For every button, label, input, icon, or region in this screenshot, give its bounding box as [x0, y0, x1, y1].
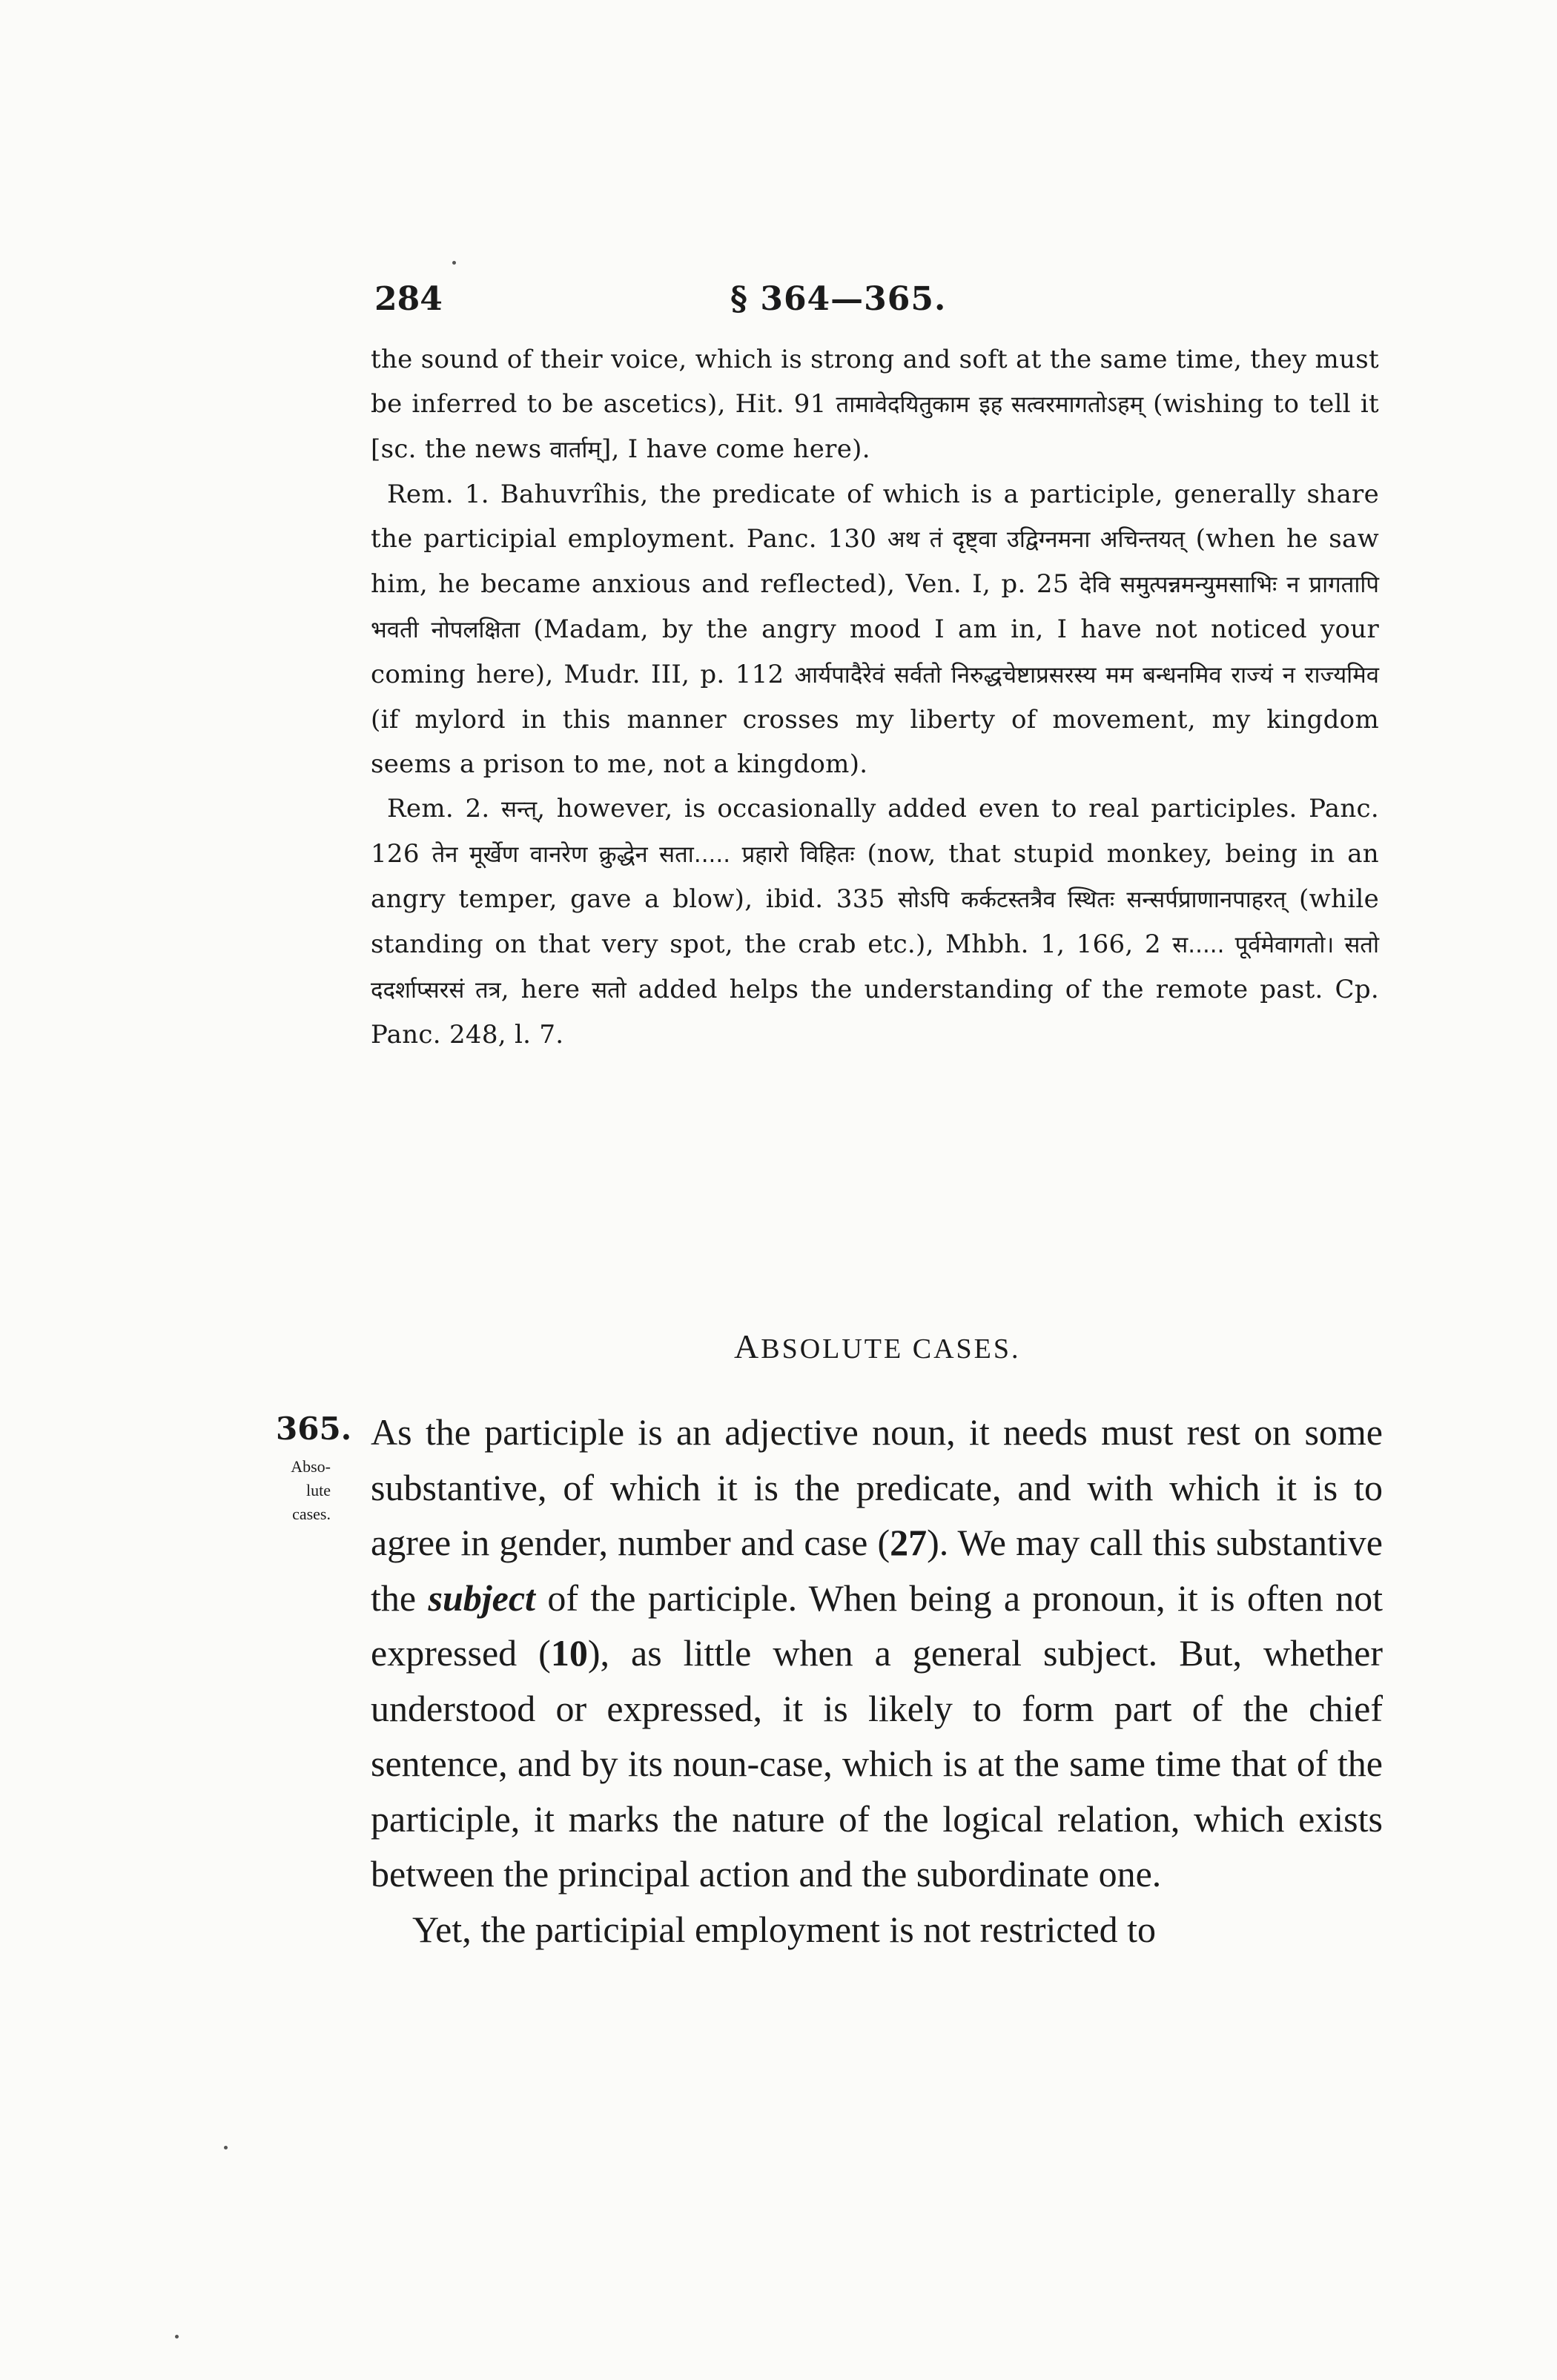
text-span: (now, that stupid monkey, being in an angry temper, gave a blow), ibid. 335	[371, 839, 1379, 914]
margin-note	[277, 1455, 331, 1526]
sanskrit-quote: सन्त्	[501, 796, 538, 823]
main-text-block	[371, 1405, 1383, 1957]
emphasized-term: subject	[428, 1577, 535, 1619]
page-number: 284	[374, 280, 443, 318]
section-heading	[734, 1327, 1021, 1366]
cross-reference: 10	[550, 1632, 588, 1674]
text-span	[970, 389, 979, 419]
sanskrit-quote: इह सत्वरमागतोऽहम्	[979, 391, 1144, 418]
text-span: (Madam, by the angry mood I am in, I have not noticed your coming here), Mudr. III, p. 112	[371, 614, 1380, 689]
sanskrit-quote: आर्यपादैरेवं सर्वतो निरुद्धचेष्टाप्रसरस्य मम बन्धनमिव राज्यं न राज्यमिव	[794, 662, 1379, 689]
small-print-block	[371, 337, 1379, 1057]
sanskrit-quote: स..... पूर्वमेवागतो। सतो ददर्शाप्सरसं तत्र	[371, 932, 1380, 1004]
section-range: § 364—365.	[730, 280, 947, 318]
section-number: 365.	[276, 1411, 352, 1447]
remark-1	[371, 472, 1379, 786]
text-span: , however, is occasionally added even to real participles. Panc. 126	[371, 794, 1379, 869]
paper-speck	[452, 261, 456, 265]
text-span: (while standing on that very spot, the crab etc.), Mhbh. 1, 166, 2	[371, 884, 1379, 959]
paper-speck	[224, 2146, 228, 2149]
margin-note-line: lute	[306, 1481, 331, 1499]
text-span: added helps the understanding of the remote past. Cp. Panc. 248, l. 7.	[371, 975, 1379, 1050]
heading-initial: A	[734, 1327, 761, 1365]
text-span: , here	[500, 975, 592, 1004]
sanskrit-quote: तामावेदयितुकाम	[836, 391, 970, 418]
text-span: ). We may call this substantive the	[371, 1522, 1383, 1619]
remark-label: Rem. 2.	[387, 794, 490, 823]
sanskrit-quote: सतो	[592, 977, 627, 1004]
remark-2	[371, 786, 1379, 1057]
heading-rest: BSOLUTE CASES.	[761, 1333, 1021, 1365]
sanskrit-quote: सोऽपि कर्कटस्तत्रैव स्थितः सन्सर्पप्राणानपाहरत्	[898, 886, 1286, 913]
margin-note-line: Abso-	[291, 1457, 331, 1476]
margin-note-line: cases.	[292, 1505, 331, 1523]
text-span: ), as little when a general subject. But, whether understood or expressed, it is likely to form part of the chief sentence, and by its noun-case, which is at the same time that of the participle, it marks the nature of the logical relation, which exists between the principal action and the subordinate one.	[371, 1632, 1384, 1895]
continuation-paragraph	[371, 337, 1379, 472]
section-paragraph	[371, 1405, 1383, 1902]
cross-reference: 27	[890, 1522, 928, 1563]
text-span: ], I have come here).	[601, 434, 870, 464]
text-span: (wishing to tell it [sc. the news	[371, 389, 1379, 464]
sanskrit-quote: तेन मूर्खेण वानरेण क्रुद्धेन सता..... प्रहारो विहितः	[432, 841, 855, 868]
remark-label: Rem. 1.	[387, 480, 489, 509]
text-span: As the participle is an adjective noun, it needs must rest on some substantive, of which it is the predicate, and with which it is to agree in gender, number and case (	[371, 1411, 1383, 1563]
text-span: the sound of their voice, which is strong and soft at the same time, they must be inferred to be ascetics), Hit. 91	[371, 345, 1379, 419]
running-header	[374, 280, 1383, 332]
text-span: (if mylord in this manner crosses my liberty of movement, my kingdom seems a prison to me, not a kingdom).	[371, 705, 1379, 779]
paper-speck	[175, 2335, 179, 2338]
text-span: (when he saw him, he became anxious and reflected), Ven. I, p. 25	[371, 524, 1379, 599]
section-paragraph: Yet, the participial employment is not restricted to	[412, 1908, 1157, 1950]
text-span: of the participle. When being a pronoun, it is often not expressed (	[371, 1577, 1383, 1674]
sanskrit-quote: अथ तं दृष्ट्वा उद्विग्नमना अचिन्तयत्	[887, 526, 1186, 553]
text-span: Bahuvrîhis, the predicate of which is a participle, generally share the participial employment. Panc. 130	[371, 480, 1379, 554]
sanskrit-quote: देवि समुत्पन्नमन्युमसाभिः न प्रागतापि भवती नोपलक्षिता	[371, 571, 1379, 643]
sanskrit-quote: वार्ताम्	[549, 437, 601, 463]
